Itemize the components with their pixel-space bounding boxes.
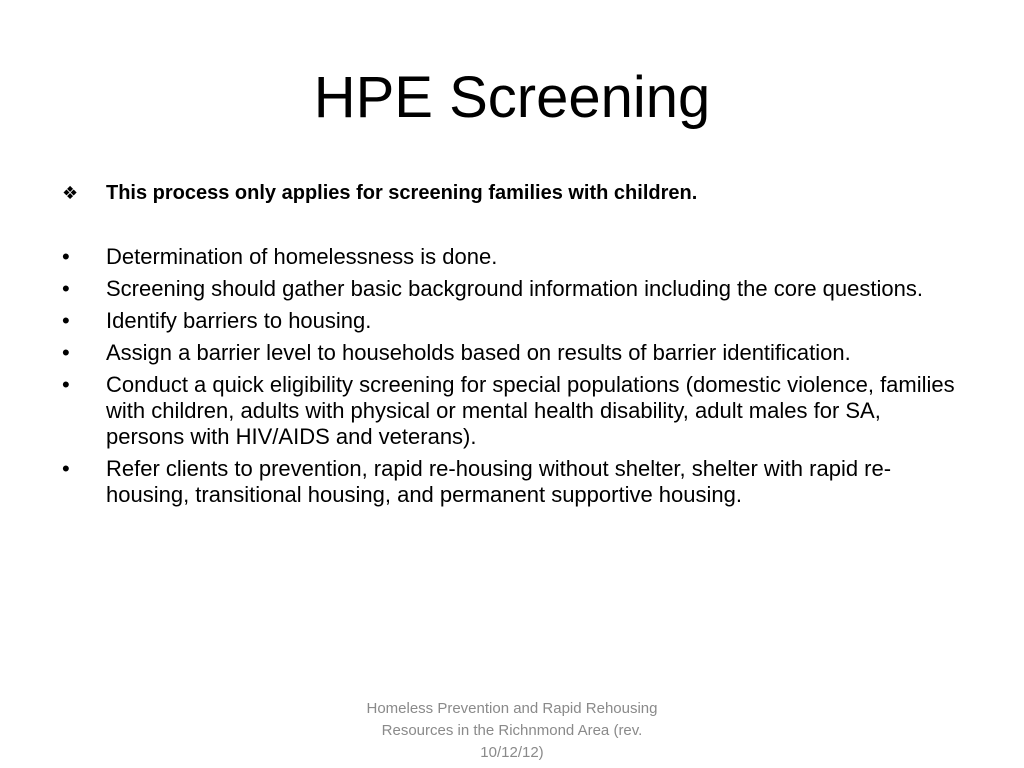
bullet-text: Assign a barrier level to households based on results of barrier identification. [106, 340, 851, 365]
slide-title: HPE Screening [313, 65, 711, 130]
bullet-item [62, 456, 962, 508]
slide-content [62, 180, 962, 514]
highlight-text: This process only applies for screening families with children. [106, 182, 698, 204]
bullet-dot-icon: • [62, 372, 70, 397]
bullet-text: Determination of homelessness is done. [106, 244, 498, 269]
bullet-item [62, 372, 962, 450]
bullet-text: Identify barriers to housing. [106, 308, 372, 333]
bullet-text: Screening should gather basic background information including the core questions. [106, 276, 923, 301]
highlight-item [62, 180, 962, 206]
bullet-text: Refer clients to prevention, rapid re-housing without shelter, shelter with rapid re-housing, transitional housing, and permanent supportive housing. [106, 456, 892, 507]
bullet-item [62, 340, 962, 366]
diamond-bullet-icon: ❖ [62, 183, 79, 203]
bullet-item [62, 276, 962, 302]
bullet-dot-icon: • [62, 340, 70, 365]
slide-footer: Homeless Prevention and Rapid Rehousing Resources in the Richnmond Area (rev. 10/12/12) [366, 700, 658, 761]
bullet-text: Conduct a quick eligibility screening for special populations (domestic violence, families with children, adults with physical or mental health disability, adult males for SA, persons with HIV/AIDS and veterans). [106, 372, 955, 449]
bullet-item [62, 308, 962, 334]
bullet-dot-icon: • [62, 276, 70, 301]
bullet-item [62, 244, 962, 270]
bullet-dot-icon: • [62, 456, 70, 481]
bullet-dot-icon: • [62, 244, 70, 269]
bullet-dot-icon: • [62, 308, 70, 333]
